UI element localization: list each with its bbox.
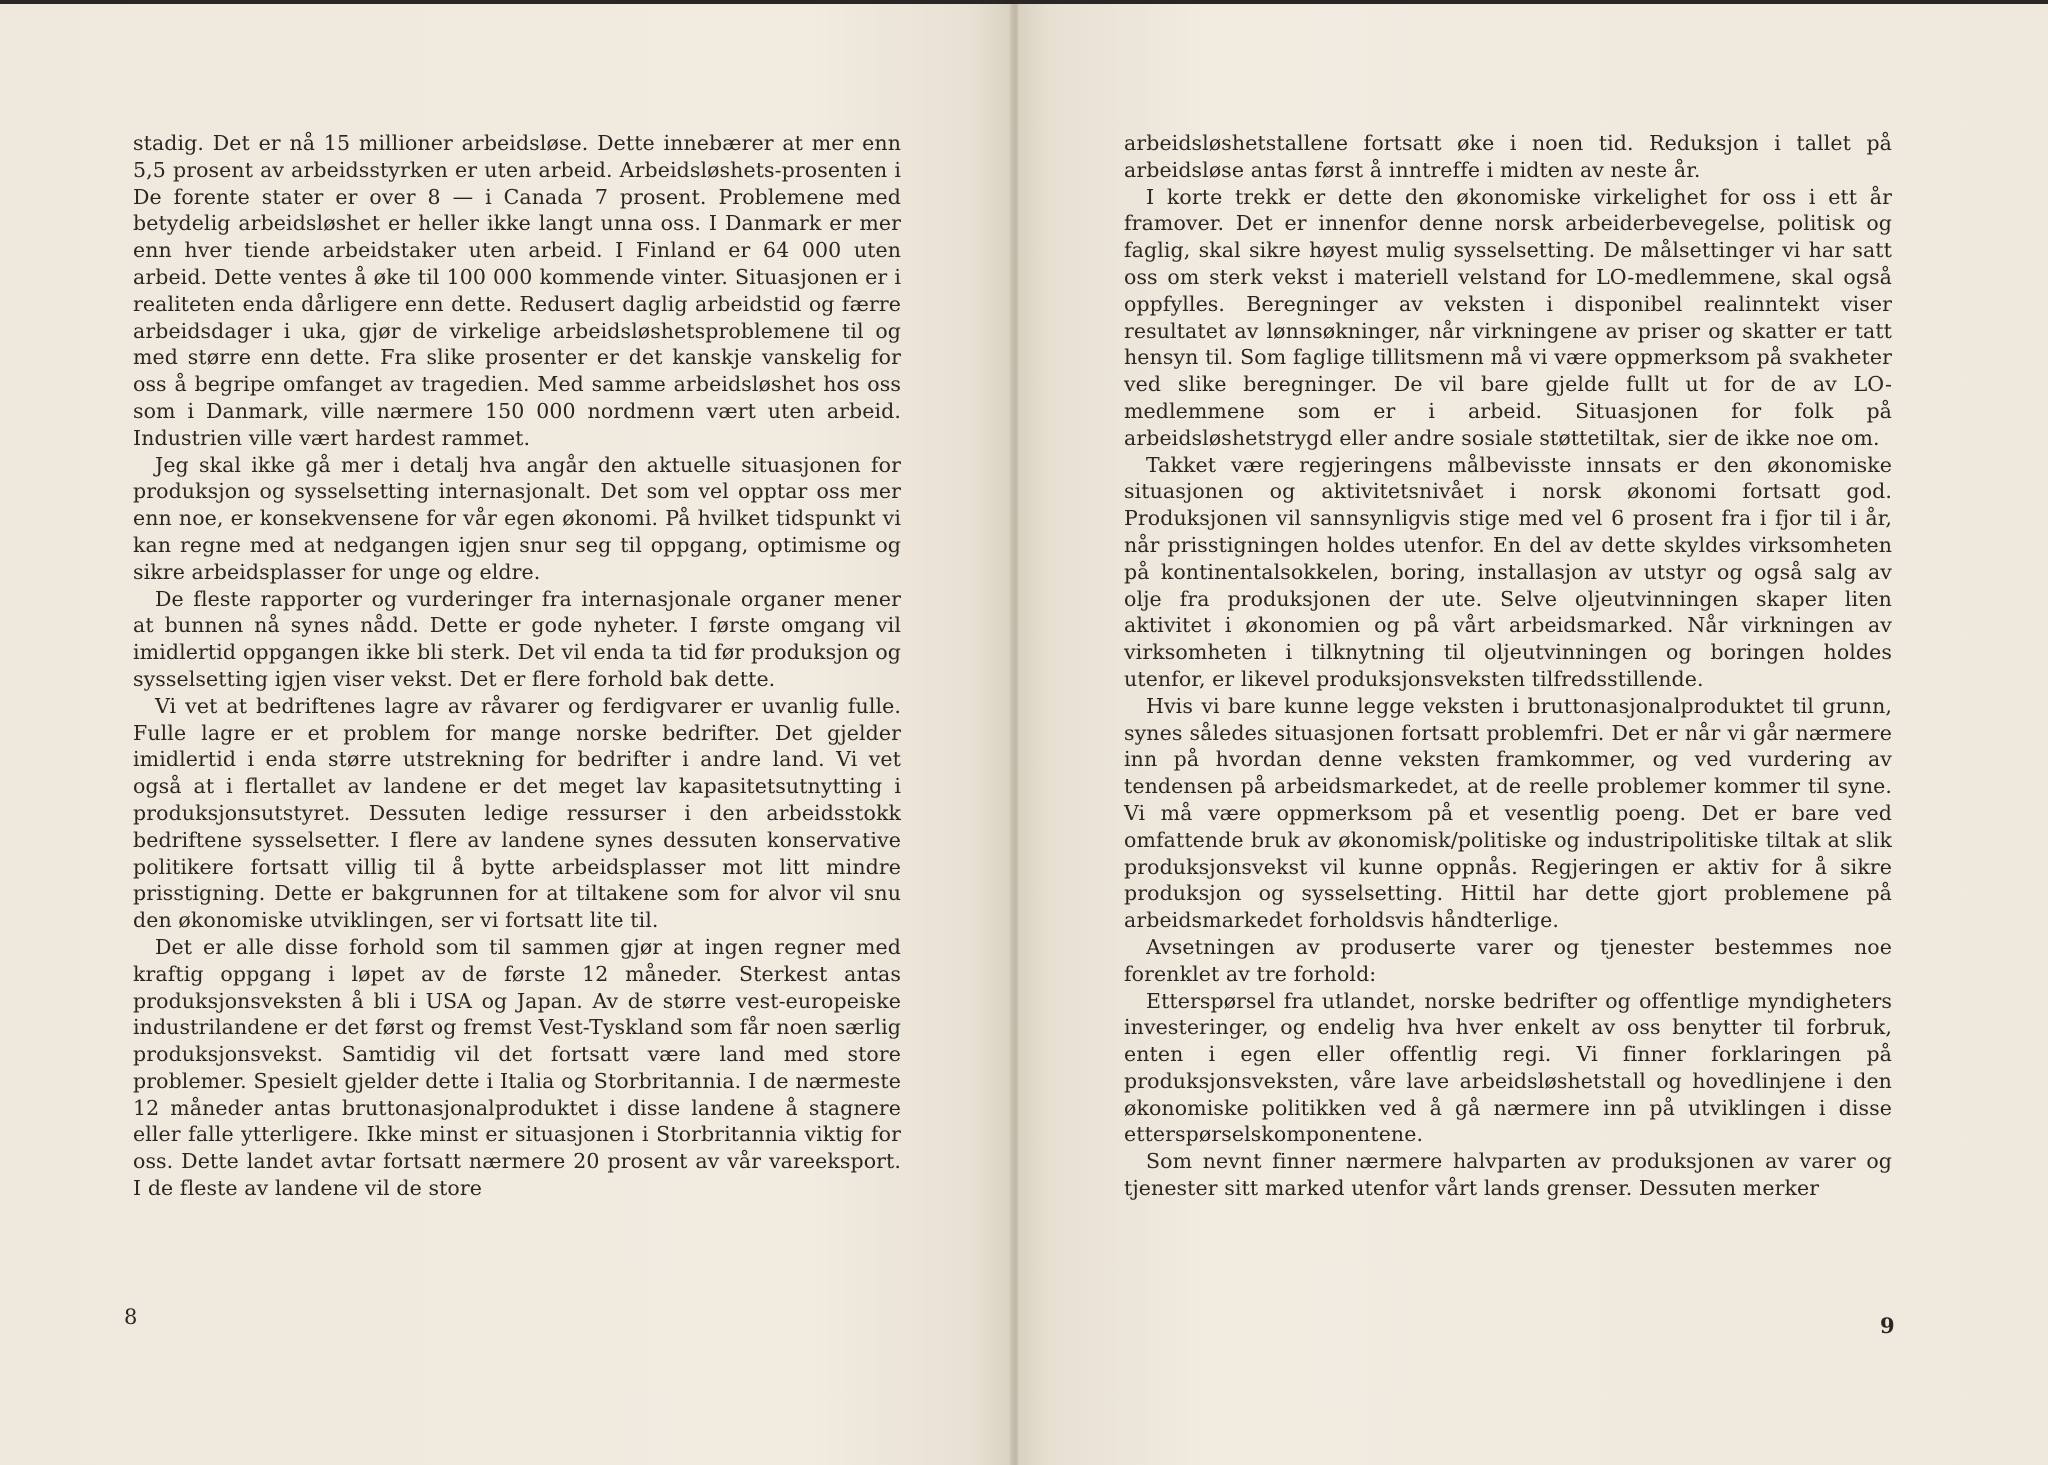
page-number: 9 (1880, 1313, 1895, 1338)
paragraph: Avsetningen av produserte varer og tjenester bestemmes noe forenklet av tre forhold: (1124, 934, 1892, 986)
paragraph: stadig. Det er nå 15 millioner arbeidsløse. Dette innebærer at mer enn 5,5 prosent av arbeidsstyrken er uten arbeid. Arbeidsløshets-prosenten i De forente stater er over 8 — i Canada 7 prosent. Problemene med betydelig arbeidsløshet er heller ikke langt unna oss. I Danmark er mer enn hver tiende arbeidstaker uten arbeid. I Finland er 64 000 uten arbeid. Dette ventes å øke til 100 000 kommende vinter. Situasjonen er i realiteten enda dårligere enn dette. Redusert daglig arbeidstid og færre arbeidsdager i uka, gjør de virkelige arbeidsløshetsproblemene til og med større enn dette. Fra slike prosenter er det kanskje vanskelig for oss å begripe omfanget av tragedien. Med samme arbeidsløshet hos oss som i Danmark, ville nærmere 150 000 nordmenn vært uten arbeid. Industrien ville vært hardest rammet. (133, 131, 901, 450)
paragraph: Som nevnt finner nærmere halvparten av produksjonen av varer og tjenester sitt marked utenfor vårt lands grenser. Dessuten merker (1124, 1149, 1892, 1201)
paragraph: Etterspørsel fra utlandet, norske bedrifter og offentlige myndigheters investeringer, og endelig hva hver enkelt av oss benytter til forbruk, enten i egen eller offentlig regi. Vi finner forklaringen på produksjonsveksten, våre lave arbeidsløshetstall og hovedlinjene i den økonomiske politikken ved å gå nærmere inn på utviklingen i disse etterspørselskomponentene. (1124, 988, 1892, 1147)
paragraph: I korte trekk er dette den økonomiske virkelighet for oss i ett år framover. Det er innenfor denne norsk arbeiderbevegelse, politisk og faglig, skal sikre høyest mulig sysselsetting. De målsettinger vi har satt oss om sterk vekst i materiell velstand for LO-medlemmene, skal også oppfylles. Beregninger av veksten i disponibel realinntekt viser resultatet av lønnsøkninger, når virkningene av priser og skatter er tatt hensyn til. Som faglige tillitsmenn må vi være oppmerksom på svakheter ved slike beregninger. De vil bare gjelde fullt ut for de av LO-medlemmene som er i arbeid. Situasjonen for folk på arbeidsløshetstrygd eller andre sosiale støttetiltak, sier de ikke noe om. (1124, 184, 1892, 450)
paragraph: Takket være regjeringens målbevisste innsats er den økonomiske situasjonen og aktivitetsnivået i norsk økonomi fortsatt god. Produksjonen vil sannsynligvis stige med vel 6 prosent fra i fjor til i år, når prisstigningen holdes utenfor. En del av dette skyldes virksomheten på kontinentalsokkelen, boring, installasjon av utstyr og også salg av olje fra produksjonen der ute. Selve oljeutvinningen skaper liten aktivitet i økonomien og på vårt arbeidsmarked. Når virkningen av virksomheten i tilknytning til oljeutvinningen og boringen holdes utenfor, er likevel produksjonsveksten tilfredsstillende. (1124, 452, 1892, 691)
paragraph: Vi vet at bedriftenes lagre av råvarer og ferdigvarer er uvanlig fulle. Fulle lagre er et problem for mange norske bedrifter. Det gjelder imidlertid i enda større utstrekning for bedrifter i andre land. Vi vet også at i flertallet av landene er det meget lav kapasitetsutnytting i produksjonsutstyret. Dessuten ledige ressurser i den arbeidsstokk bedriftene sysselsetter. I flere av landene synes dessuten konservative politikere fortsatt villig til å bytte arbeidsplasser mot litt mindre prisstigning. Dette er bakgrunnen for at tiltakene som for alvor vil snu den økonomiske utviklingen, ser vi fortsatt lite til. (133, 693, 901, 933)
right-page-body (1124, 130, 1892, 1202)
page-number: 8 (124, 1305, 138, 1329)
left-page-body (133, 130, 901, 1202)
paragraph: Det er alle disse forhold som til sammen gjør at ingen regner med kraftig oppgang i løpet av de første 12 måneder. Sterkest antas produksjonsveksten å bli i USA og Japan. Av de større vest-europeiske industrilandene er det først og fremst Vest-Tyskland som får noen særlig produksjonsvekst. Samtidig vil det fortsatt være land med store problemer. Spesielt gjelder dette i Italia og Storbritannia. I de nærmeste 12 måneder antas bruttonasjonalproduktet i disse landene å stagnere eller falle ytterligere. Ikke minst er situasjonen i Storbritannia viktig for oss. Dette landet avtar fortsatt nærmere 20 prosent av vår vareeksport. I de fleste av landene vil de store (133, 934, 901, 1201)
paragraph: De fleste rapporter og vurderinger fra internasjonale organer mener at bunnen nå synes nådd. Dette er gode nyheter. I første omgang vil imidlertid oppgangen ikke bli sterk. Det vil enda ta tid før produksjon og sysselsetting igjen viser vekst. Det er flere forhold bak dette. (133, 586, 901, 691)
paragraph: Jeg skal ikke gå mer i detalj hva angår den aktuelle situasjonen for produksjon og sysselsetting internasjonalt. Det som vel opptar oss mer enn noe, er konsekvensene for vår egen økonomi. På hvilket tidspunkt vi kan regne med at nedgangen igjen snur seg til oppgang, optimisme og sikre arbeidsplasser for unge og eldre. (133, 452, 901, 584)
paragraph: Hvis vi bare kunne legge veksten i bruttonasjonalproduktet til grunn, synes således situasjonen fortsatt problemfri. Det er når vi går nærmere inn på hvordan denne veksten framkommer, og ved vurdering av tendensen på arbeidsmarkedet, at de reelle problemer kommer til syne. Vi må være oppmerksom på et vesentlig poeng. Det er bare ved omfattende bruk av økonomisk/politiske og industripolitiske tiltak at slik produksjonsvekst vil kunne oppnås. Regjeringen er aktiv for å sikre produksjon og sysselsetting. Hittil har dette gjort problemene på arbeidsmarkedet forholdsvis håndterlige. (1124, 693, 1892, 933)
paragraph: arbeidsløshetstallene fortsatt øke i noen tid. Reduksjon i tallet på arbeidsløse antas først å inntreffe i midten av neste år. (1124, 131, 1892, 182)
